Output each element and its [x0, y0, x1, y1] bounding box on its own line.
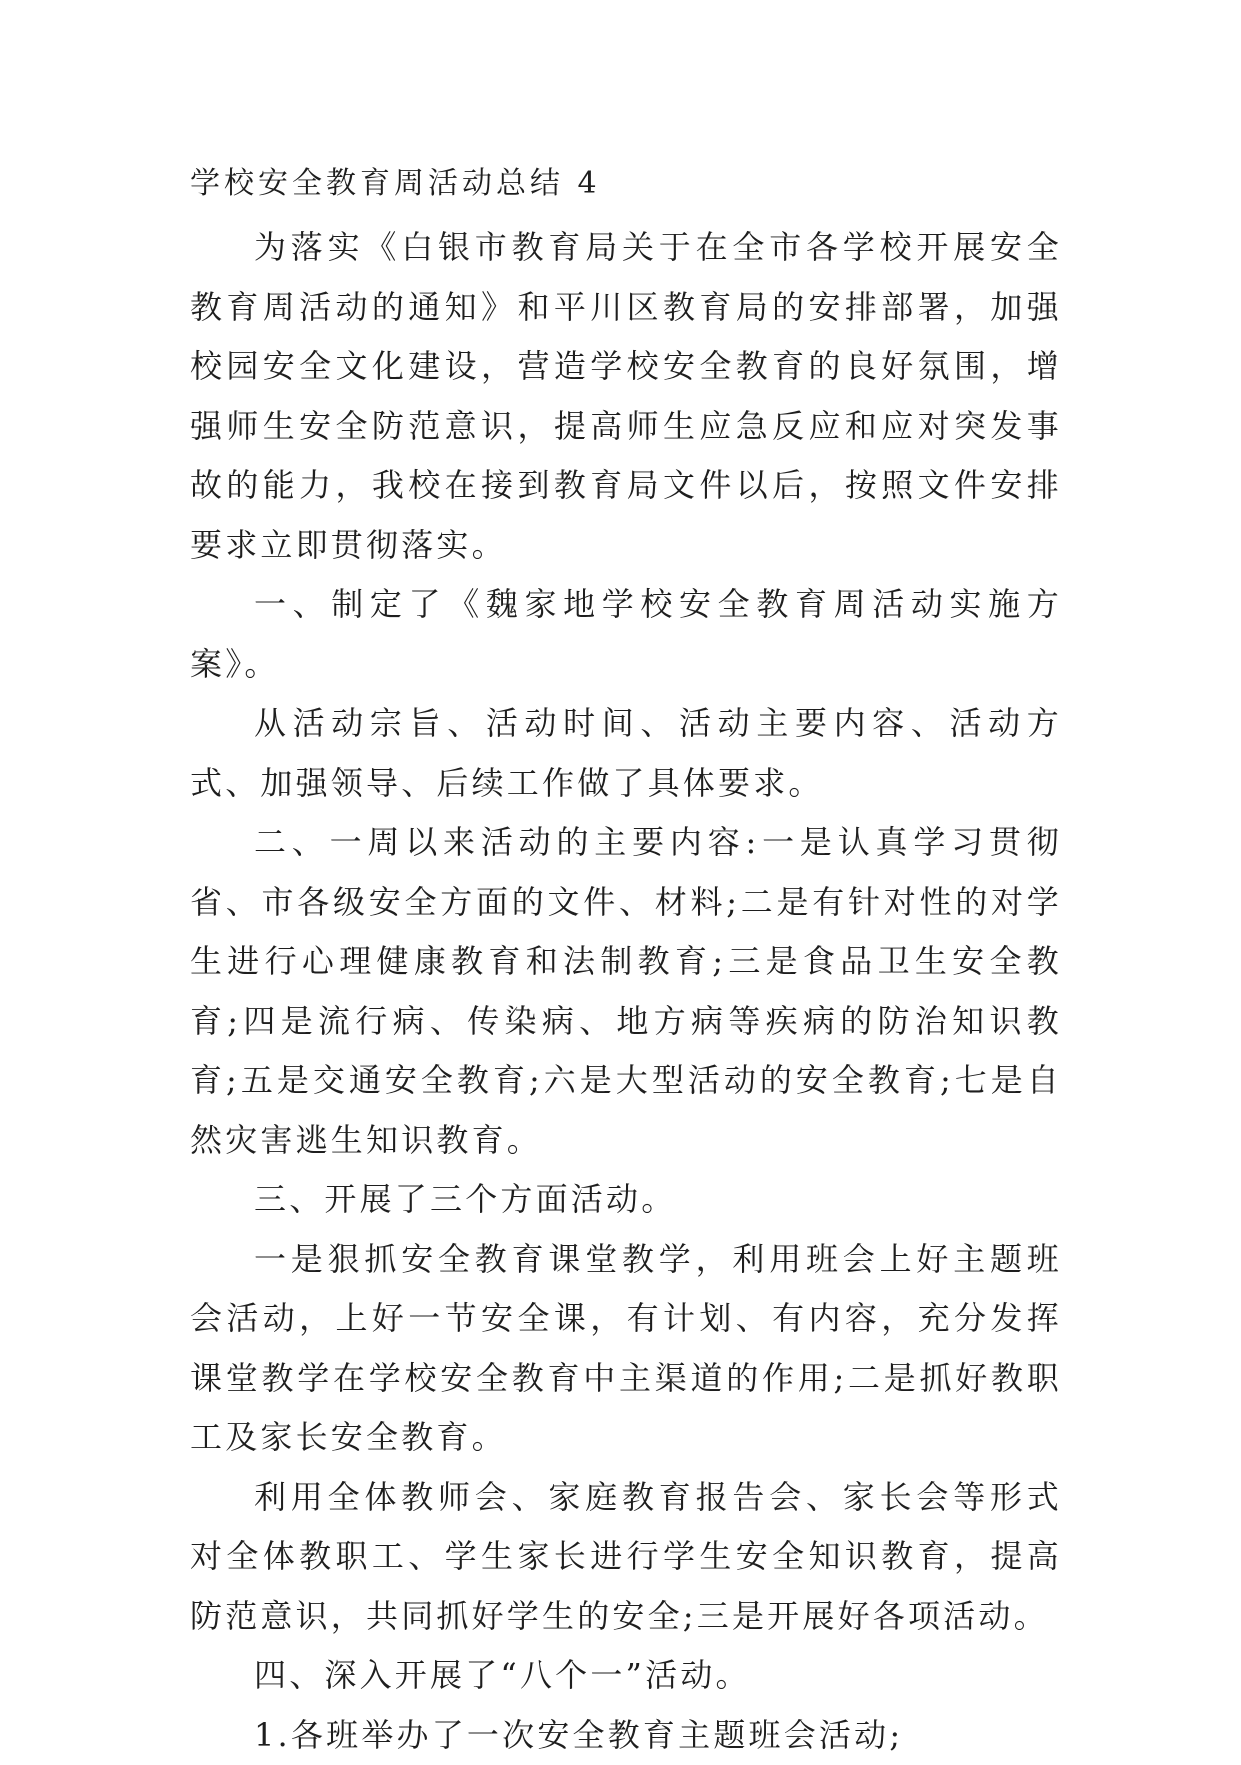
paragraph-section-4-heading: 四、深入开展了“八个一”活动。 [190, 1646, 1062, 1706]
document-title: 学校安全教育周活动总结 4 [190, 162, 1070, 206]
paragraph-intro: 为落实《白银市教育局关于在全市各学校开展安全教育周活动的通知》和平川区教育局的安排部署，加强校园安全文化建设，营造学校安全教育的良好氛围，增强师生安全防范意识，提高师生应急反应和应对突发事故的能力，我校在接到教育局文件以后，按照文件安排要求立即贯彻落实。 [190, 218, 1062, 575]
document-body [190, 218, 1062, 1765]
paragraph-section-1-heading: 一、制定了《魏家地学校安全教育周活动实施方案》。 [190, 575, 1062, 694]
paragraph-section-3-continued: 利用全体教师会、家庭教育报告会、家长会等形式对全体教职工、学生家长进行学生安全知识教育，提高防范意识，共同抓好学生的安全;三是开展好各项活动。 [190, 1468, 1062, 1647]
paragraph-list-item-1: 1.各班举办了一次安全教育主题班会活动; [190, 1706, 1062, 1765]
paragraph-section-1-body: 从活动宗旨、活动时间、活动主要内容、活动方式、加强领导、后续工作做了具体要求。 [190, 694, 1062, 813]
paragraph-section-3-heading: 三、开展了三个方面活动。 [190, 1170, 1062, 1230]
paragraph-section-2: 二、一周以来活动的主要内容:一是认真学习贯彻省、市各级安全方面的文件、材料;二是有针对性的对学生进行心理健康教育和法制教育;三是食品卫生安全教育;四是流行病、传染病、地方病等疾病的防治知识教育;五是交通安全教育;六是大型活动的安全教育;七是自然灾害逃生知识教育。 [190, 813, 1062, 1170]
paragraph-section-3-body: 一是狠抓安全教育课堂教学，利用班会上好主题班会活动，上好一节安全课，有计划、有内容，充分发挥课堂教学在学校安全教育中主渠道的作用;二是抓好教职工及家长安全教育。 [190, 1230, 1062, 1468]
